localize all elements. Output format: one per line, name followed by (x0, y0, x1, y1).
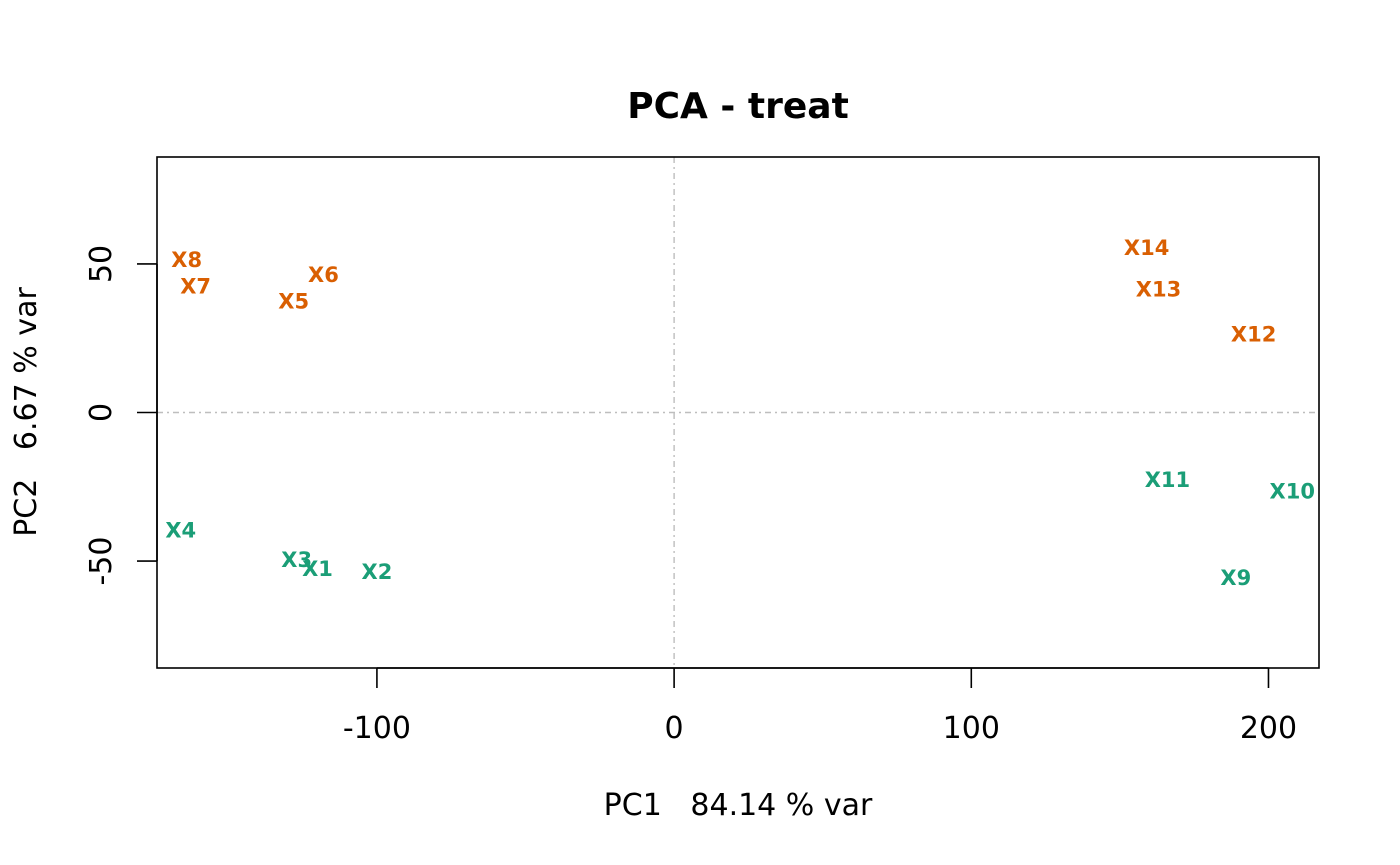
point-label-x7: X7 (180, 274, 212, 299)
y-tick-label: 50 (84, 244, 119, 284)
point-label-x6: X6 (308, 262, 339, 287)
point-label-x12: X12 (1230, 322, 1277, 347)
point-label-x9: X9 (1220, 565, 1252, 590)
point-label-x4: X4 (165, 518, 197, 543)
point-label-x2: X2 (361, 559, 393, 584)
x-tick-label: -100 (342, 711, 411, 746)
x-axis (343, 668, 1297, 746)
point-label-x11: X11 (1144, 467, 1191, 492)
point-label-x10: X10 (1269, 479, 1315, 504)
point-label-x5: X5 (278, 289, 310, 314)
reference-lines (157, 157, 1319, 668)
point-label-x8: X8 (171, 247, 203, 272)
point-label-x14: X14 (1123, 236, 1170, 261)
x-axis-label: PC1 84.14 % var (603, 788, 873, 823)
y-axis (84, 245, 157, 586)
x-tick-label: 0 (664, 711, 684, 746)
point-label-x3: X3 (281, 548, 313, 573)
x-tick-label: 100 (942, 711, 1000, 746)
y-axis-label: PC2 6.67 % var (9, 287, 44, 537)
point-label-x1: X1 (302, 556, 333, 581)
x-tick-label: 200 (1239, 711, 1298, 746)
chart-title: PCA - treat (627, 86, 849, 127)
point-label-x13: X13 (1135, 277, 1182, 302)
y-tick-label: 0 (84, 402, 119, 423)
y-tick-label: -50 (84, 536, 119, 586)
